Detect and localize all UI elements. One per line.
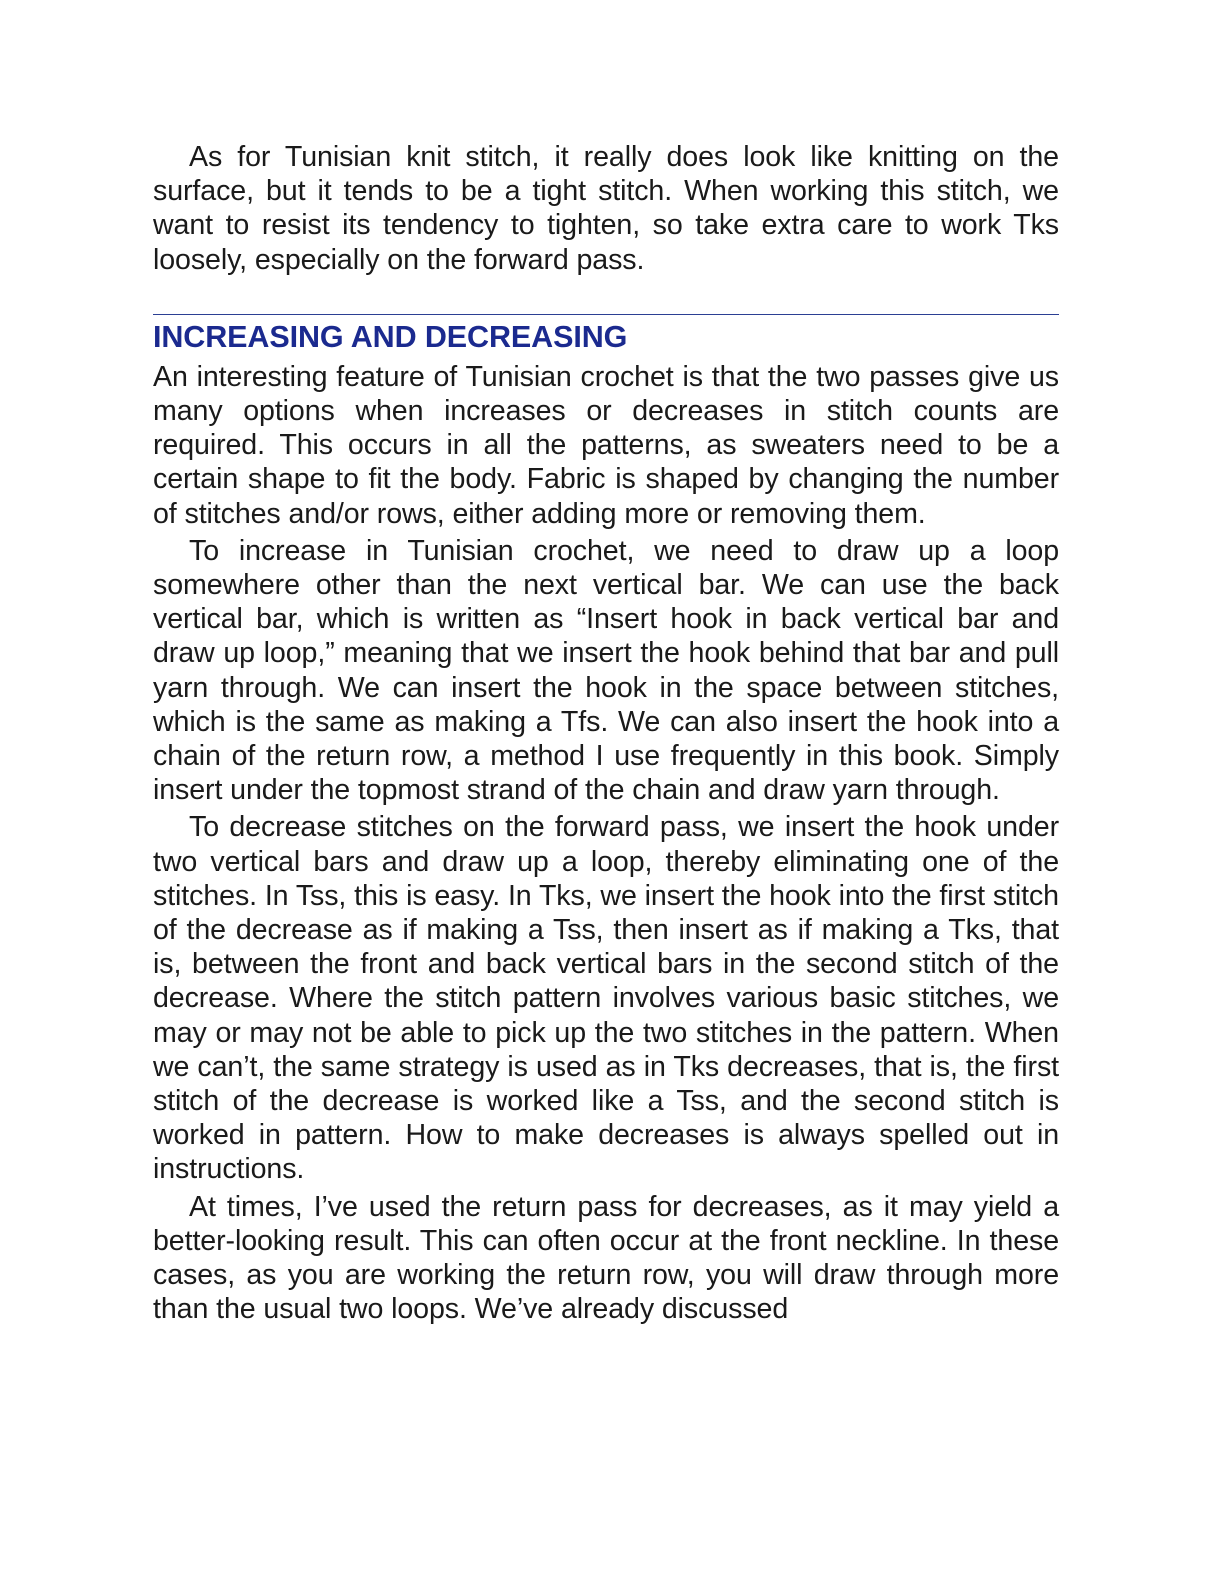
paragraph-decrease: To decrease stitches on the forward pass, we insert the hook under two vertical bars and draw up a loop, thereby eliminating one of the stitches. In Tss, this is easy. In Tks, we insert the hook into the first stitch of the decrease as if making a Tss, then insert as if making a Tks, that is, between the front and back vertical bars in the second stitch of the decrease. Where the stitch pattern involves various basic stitches, we may or may not be able to pick up the two stitches in the pattern. When we can’t, the same strategy is used as in Tks decreases, that is, the first stitch of the decrease is worked like a Tss, and the second stitch is worked in pattern. How to make decreases is always spelled out in instructions. <box>153 811 1059 1186</box>
page-content <box>153 140 1059 1327</box>
paragraph-return-pass: At times, I’ve used the return pass for decreases, as it may yield a better-looking result. This can often occur at the front neckline. In these cases, as you are working the return row, you will draw through more than the usual two loops. We’ve already discussed <box>153 1190 1059 1326</box>
paragraph-increase: To increase in Tunisian crochet, we need to draw up a loop somewhere other than the next vertical bar. We can use the back vertical bar, which is written as “Insert hook in back vertical bar and draw up loop,” meaning that we insert the hook behind that bar and pull yarn through. We can insert the hook in the space between stitches, which is the same as making a Tfs. We can also insert the hook into a chain of the return row, a method I use frequently in this book. Simply insert under the topmost strand of the chain and draw yarn through. <box>153 534 1059 807</box>
spacer <box>153 277 1059 314</box>
section-heading: INCREASING AND DECREASING <box>153 319 628 354</box>
paragraph-intro: An interesting feature of Tunisian crochet is that the two passes give us many options when increases or decreases in stitch counts are required. This occurs in all the patterns, as sweaters need to be a certain shape to fit the body. Fabric is shaped by changing the number of stitches and/or rows, either adding more or removing them. <box>153 360 1059 530</box>
paragraph-tunisian-knit-stitch: As for Tunisian knit stitch, it really does look like knitting on the surface, but it tends to be a tight stitch. When working this stitch, we want to resist its tendency to tighten, so take extra care to work Tks loosely, especially on the forward pass. <box>153 141 1059 276</box>
